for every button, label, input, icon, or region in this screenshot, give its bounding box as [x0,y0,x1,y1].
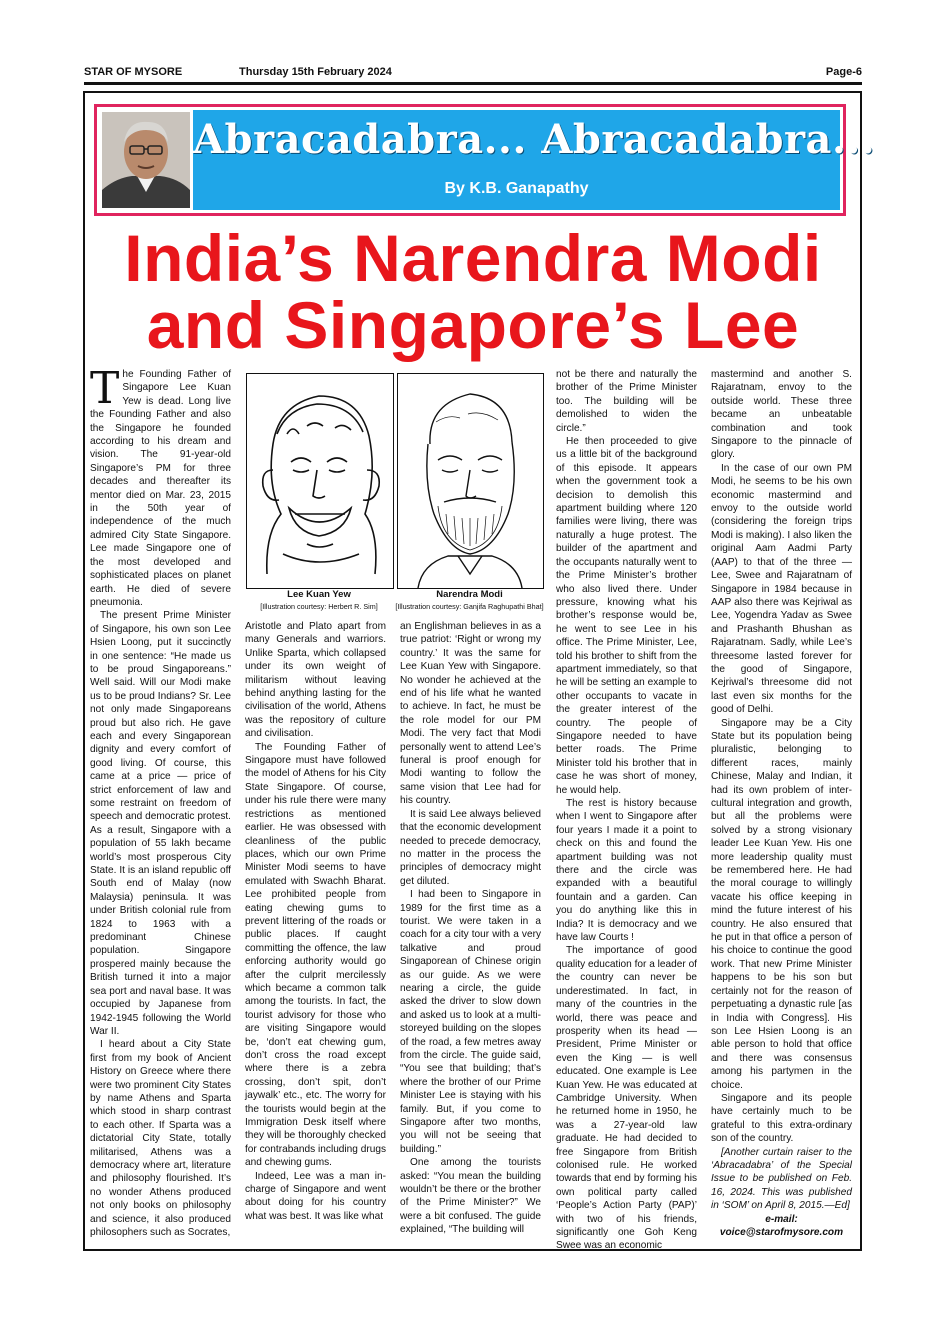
column-banner [94,104,876,216]
column-2 [245,620,386,1223]
col3-paragraph-3: I had been to Singapore in 1989 for the first time as a tourist. We were taken in a coach for a city tour with a very talkative and proud Singaporean of Chinese origin as our guide. As we were nearing a circle, the guide asked the driver to slow down and asked us to look at a multi-storeyed building on the slopes of the road, a few metres away from the circle. The guide said, “You see that building; that’s where the brother of our Prime Minister Lee is staying with his family. But, if you come to Singapore after two months, you will not be seeing that building.” [400,889,541,1155]
col2-paragraph-1: Aristotle and Plato apart from many Generals and warriors. Unlike Sparta, which collapsed under its own weight of militarism without leaving behind anything lasting for the civilisation of the world, Athens was the repository of culture and civilisation. [245,621,386,740]
illustration-modi [397,373,544,589]
dropcap: T [90,363,120,414]
col5-paragraph-4: Singapore and its people have certainly much to be grateful to this extra-ordinary son of the country. [711,1092,852,1145]
col4-paragraph-3: The rest is history because when I went to Singapore after four years I made it a point to check on this and found the apartment building was not there and the circle was expanded with a beautiful fountain and a garden. Can you do anything like this in India? It is democracy and we have law Courts ! [556,798,697,944]
col4-paragraph-2: He then proceeded to give us a little bit of the background of this episode. It appears when the government took a decision to demolish this apartment building where 120 families were living, there was naturally a huge protest. The builder of the apartment and the occupants naturally went to the Prime Minister’s brother who also lived there. Under pressure, knowing what his brother’s response would be, he went to see Lee in his office. The Prime Minister, Lee, told his brother to shift from the apartment immediately, so that he will be setting an example to other occupants to vacate in the greater interest of the country. The people of Singapore needed to have better roads. The Prime Minister told his brother that in case he was short of money, he would help. [556,436,697,796]
issue-date: Thursday 15th February 2024 [239,66,392,78]
column-4 [556,368,697,1253]
page-number: Page-6 [825,66,862,78]
byline: By K.B. Ganapathy [444,180,589,197]
col1-paragraph-1: he Founding Father of Singapore Lee Kuan Yew is dead. Long live the Founding Father and also the Singapore he founded according to his dream and vision. The 91-year-old Singapore’s PM for three decades and thereafter its mentor died on Mar. 23, 2015 in the 50th year of independence of the much admired City State Singapore. Lee made Singapore one of the most developed and sophisticated places on planet earth. He died of severe pneumonia. [90,369,231,608]
illustration-lee [246,373,394,589]
column-5 [711,368,852,1239]
email-label: e-mail: [765,1213,798,1225]
col3-paragraph-4: One among the tourists asked: “You mean the building wouldn’t be there or the brother of the Prime Minister?” We were a bit confused. The guide explained, “The building will [400,1157,541,1236]
masthead [84,66,864,82]
col1-paragraph-3: I heard about a City State first from my book of Ancient History on Greece where there were two prominent City States by name Athens and Sparta which stood in sharp contrast to each other. If Sparta was a dictatorial City State, totally militarised, Athens was a democracy where art, literature and philosophy flourished. It’s no wonder Athens produced not only books on philosophy and science, it also produced philosophers such as Socrates, [90,1039,231,1238]
email-address[interactable]: voice@starofmysore.com [719,1227,844,1238]
col5-paragraph-3: Singapore may be a City State but its population being pluralistic, belonging to different races, mainly Chinese, Malay and Indian, it had its own problem of inter-cultural integration and growth, but all the problems were solved by a strong visionary leader Lee Kuan Yew. His one more leadership quality must be remembered here. He had the moral courage to willingly vacate his office keeping in mind the future interest of his country. He also ensured that he put in that office a person of his choice to continue the good work. That new Prime Minister happens to be his son but certainly not for the reason of perpetuating a dynastic rule [as in India with Congress]. His son Lee Hsien Loong is an able person to hold that office and there was consensus among his partymen in the choice. [711,717,852,1091]
column-1 [90,363,231,1239]
caption-name-modi: Narendra Modi [436,589,503,600]
col4-paragraph-1: not be there and naturally the brother of the Prime Minister too. The building will be demolished to widen the circle.” [556,369,697,434]
caption-name-lee: Lee Kuan Yew [287,589,351,600]
column-3 [400,620,541,1237]
col3-paragraph-2: It is said Lee always believed that the economic development needed to precede democracy, no matter in the process the principles of democracy might get diluted. [400,808,541,887]
col5-paragraph-2: In the case of our own PM Modi, he seems to be his own economic mastermind and envoy to the outside world (considering the foreign trips Modi is making). I also liken the original Aam Aadmi Party (AAP) to that of the three — Lee, Swee and Rajaratnam of Singapore in 1984 because in AAP also there was Kejriwal as Lee, Yogendra Yadav as Swee and Prashanth Bhushan as Rajaratnam. Sadly, while Lee’s threesome lasted forever for the good of Singapore, Kejriwal’s threesome did not last even six months for the good of Delhi. [711,462,852,716]
col3-paragraph-1: an Englishman believes in as a true patriot: ‘Right or wrong my country.’ It was the same for Lee Kuan Yew with Singapore. No wonder he achieved at the end of his life what he wanted to achieve. In fact, he must be the role model for our PM Modi. The very fact that Modi personally went to attend Lee’s funeral is proof enough for Modi wanting to follow the same vision that Lee had for his country. [400,621,541,807]
col4-paragraph-4: The importance of good quality education for a leader of the country can never be underestimated. In fact, in many of the countries in the world, there was peace and prosperity when its head — President, Prime Minister or even the King — is well educated. One example is Lee Kuan Yew. He was educated at Cambridge University. When he returned home in 1950, he was a 27-year-old law graduate. He had decided to free Singapore from British colonised rule. He worked towards that end by forming his own political party called ‘People’s Action Party (PAP)’ with two of his friends, significantly one Goh Keng Swee was an economic [556,945,697,1252]
author-photo [102,112,190,208]
editor-note: [Another curtain raiser to the ‘Abracadabra’ of the Special Issue to be published on Feb. 16, 2024. This was published in ‘SOM’ on April 8, 2015.—Ed] [711,1146,852,1212]
col2-paragraph-2: The Founding Father of Singapore must have followed the model of Athens for his City State Singapore. Of course, under his rule there were many restrictions as mentioned earlier. He was obsessed with cleanliness of the public places, which our own Prime Minister Modi seems to have emulated with Swachh Bharat. Lee prohibited people from eating chewing gums to prevent littering of the roads or public places. If caught committing the offence, the law enforcing authority would go after the culprit mercilessly which became a common talk among the tourists. In fact, the tourist advisory for those who are visiting Singapore would be, ‘don’t eat chewing gum, don’t cross the road except where there is a zebra crossing, don’t spit, don’t jaywalk’ etc., etc. The worry for the tourists would begin at the Immigration Desk itself where they will be thoroughly checked for contrabands including drugs and chewing gums. [245,741,386,1169]
col1-paragraph-2: The present Prime Minister of Singapore, his own son Lee Hsien Loong, put it succinctly in one sentence: “He made us to be proud Singaporeans.” Well said. Will our Modi make us to be proud Indians? Sr. Lee not only made Singaporeans proud but also rich. He gave each and every Singaporean dignity and every comfort of good living. Of course, this came at a price — price of strict enforcement of law and some restraint on freedom of speech and democratic protest. As a result, Singapore with a population of 55 lakh became world’s most prosperous City State. It is an island republic off South end of Malay (now Malaysia) peninsula. It was under British colonial rule from 1824 to 1963 with a predominant Chinese population. Singapore prospered mainly because the British turned it into a major sea port and naval base. It was occupied by Japanese from 1942-1945 following the World War II. [90,610,231,1037]
headline-line-2: and Singapore’s Lee [146,288,800,362]
paper-name: STAR OF MYSORE [84,66,183,78]
masthead-rule [84,82,862,85]
headline-line-1: India’s Narendra Modi [124,221,822,295]
banner-panel [193,110,876,210]
col5-paragraph-1: mastermind and another S. Rajaratnam, envoy to the outside world. These three became an unbeatable combination and took Singapore to the pinnacle of glory. [711,369,852,461]
column-title: Abracadabra... Abracadabra... [193,116,876,163]
caption-credit-lee: [Illustration courtesy: Herbert R. Sim] [260,602,378,611]
caption-credit-modi: [Illustration courtesy: Ganjifa Raghupathi Bhat] [395,602,544,611]
col2-paragraph-3: Indeed, Lee was a man in-charge of Singapore and went about doing for his country what was best. It was like what [245,1170,386,1222]
